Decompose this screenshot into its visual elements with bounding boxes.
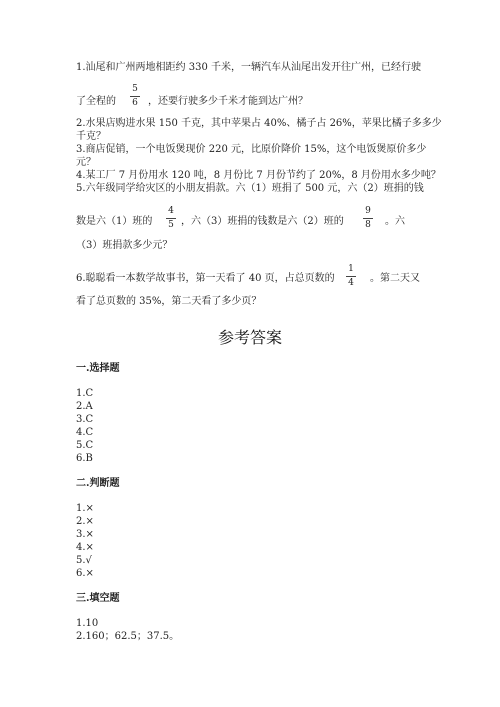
question-1-line-2-suffix: ，还要行驶多少千米才能到达广州？ bbox=[148, 96, 308, 107]
section-heading-multiple-choice: 一.选择题 bbox=[76, 363, 120, 374]
fraction-bar bbox=[166, 218, 176, 219]
question-5-line-2-suffix: 。六 bbox=[385, 216, 405, 227]
section-heading-fill-in: 三.填空题 bbox=[76, 593, 120, 604]
question-5-fraction-2 bbox=[362, 206, 374, 231]
fraction-bar bbox=[346, 276, 356, 277]
answer-item: 3.× bbox=[76, 529, 94, 540]
question-1-line-1: 1.汕尾和广州两地相距约 330 千米，一辆汽车从汕尾出发开往广州，已经行驶 bbox=[76, 62, 421, 73]
fraction-numerator: 9 bbox=[365, 206, 371, 216]
fraction-numerator: 5 bbox=[132, 84, 138, 94]
question-6-line-1-suffix: 。第二天又 bbox=[370, 273, 420, 284]
answer-item: 5.√ bbox=[76, 555, 92, 566]
answer-item: 6.× bbox=[76, 568, 94, 579]
answer-item: 1.× bbox=[76, 503, 94, 514]
answer-item: 1.10 bbox=[76, 618, 99, 629]
section-heading-true-false: 二.判断题 bbox=[76, 478, 120, 489]
question-2-line-1: 2.水果店购进水果 150 千克，其中苹果占 40%、橘子占 26%，苹果比橘子多多少 bbox=[76, 118, 442, 129]
answer-item: 1.C bbox=[76, 388, 94, 399]
question-5-line-2-middle: ，六（3）班捐的钱数是六（2）班的 bbox=[181, 216, 344, 227]
answer-item: 4.C bbox=[76, 427, 94, 438]
answer-item: 2.160；62.5；37.5。 bbox=[76, 631, 180, 642]
question-1-fraction bbox=[129, 84, 141, 109]
question-5-line-1: 5.六年级同学给灾区的小朋友捐款。六（1）班捐了 500 元，六（2）班捐的钱 bbox=[76, 183, 424, 194]
answer-item: 2.× bbox=[76, 516, 94, 527]
answer-item: 2.A bbox=[76, 401, 93, 412]
question-1-line-2-prefix: 了全程的 bbox=[76, 96, 116, 107]
fraction-denominator: 8 bbox=[365, 220, 371, 230]
answer-item: 5.C bbox=[76, 440, 94, 451]
fraction-denominator: 4 bbox=[348, 278, 354, 288]
answer-key-title: 参考答案 bbox=[217, 328, 282, 347]
fraction-bar bbox=[363, 218, 373, 219]
question-6-line-1-prefix: 6.聪聪看一本数学故事书，第一天看了 40 页，占总页数的 bbox=[76, 273, 335, 284]
question-5-line-3: （3）班捐款多少元？ bbox=[76, 240, 173, 251]
fraction-denominator: 6 bbox=[132, 98, 138, 108]
question-5-fraction-1 bbox=[165, 206, 177, 231]
question-4-line-1: 4.某工厂 7 月份用水 120 吨，8 月份比 7 月份节约了 20%，8 月份用水多少吨？ bbox=[76, 170, 441, 181]
question-5-line-2-prefix: 数是六（1）班的 bbox=[76, 216, 153, 227]
fraction-bar bbox=[130, 96, 140, 97]
question-3-line-1: 3.商店促销，一个电饭煲现价 220 元，比原价降价 15%，这个电饭煲原价多少 bbox=[76, 144, 427, 155]
fraction-numerator: 1 bbox=[348, 264, 354, 274]
question-6-fraction bbox=[345, 264, 357, 289]
question-6-line-2: 看了总页数的 35%，第二天看了多少页？ bbox=[76, 296, 262, 307]
answer-item: 6.B bbox=[76, 453, 93, 464]
answer-item: 4.× bbox=[76, 542, 94, 553]
answer-item: 3.C bbox=[76, 414, 94, 425]
fraction-numerator: 4 bbox=[168, 206, 174, 216]
question-3-line-2: 元？ bbox=[76, 157, 96, 168]
question-2-line-2: 千克？ bbox=[76, 131, 106, 142]
fraction-denominator: 5 bbox=[168, 220, 174, 230]
